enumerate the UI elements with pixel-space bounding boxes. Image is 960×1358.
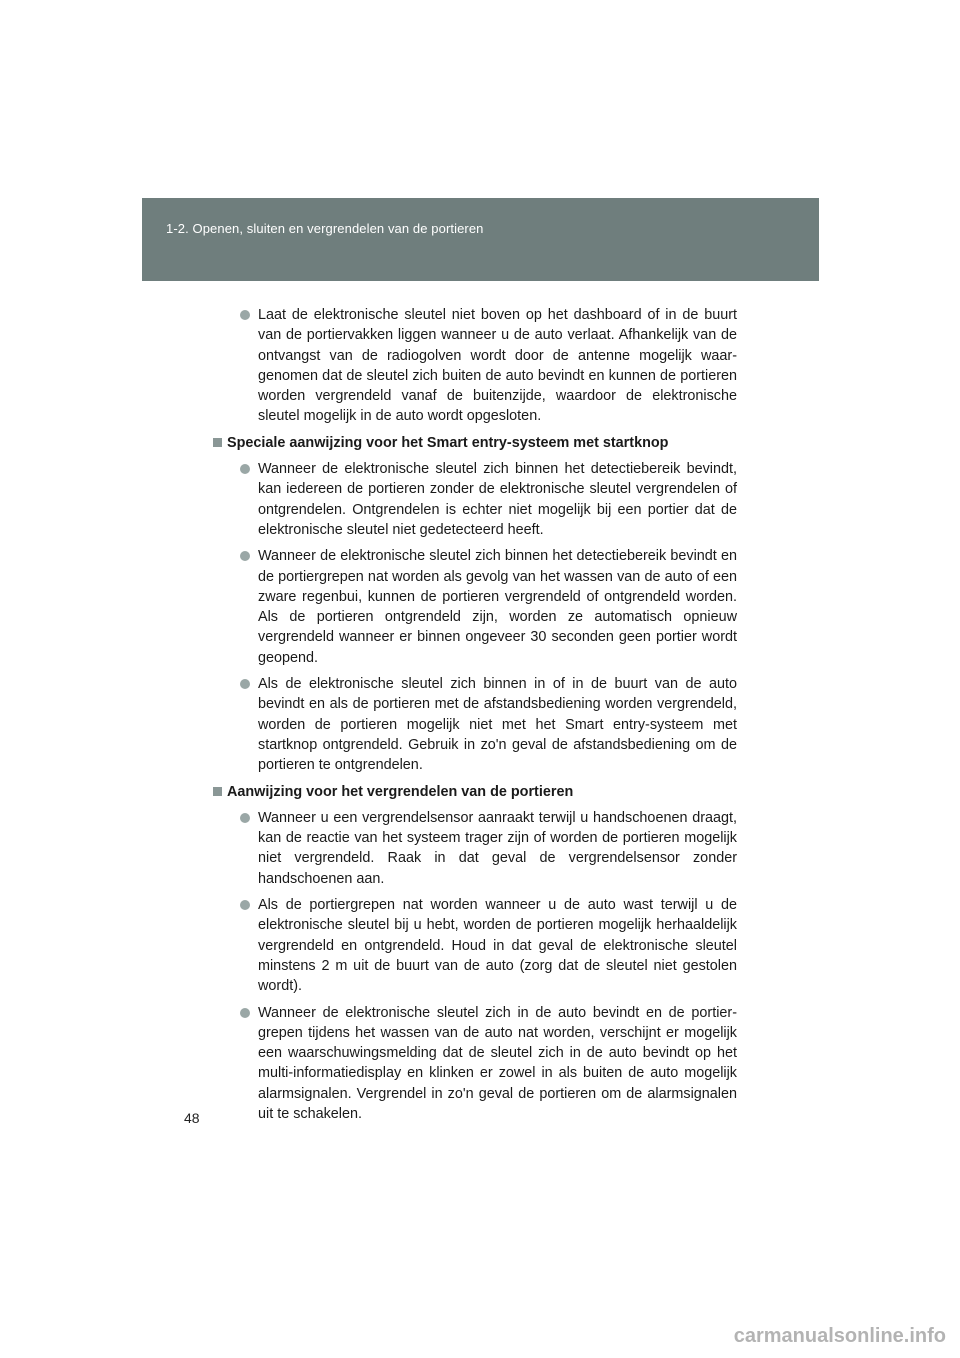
page-content (212, 305, 737, 1130)
bullet-dot-icon (240, 900, 250, 910)
bullet-item (227, 895, 737, 996)
bullet-text: Laat de elektronische sleutel niet boven op het dashboard of in de buurt van de portiervakken liggen wanneer u de auto verlaat. Afhankelijk van de ontvangst van de radiogolven wordt door de antenne mogelijk waargenomen dat de sleutel zich buiten de auto bevindt en kunnen de portieren worden vergrendeld vanaf de buitenzijde, waardoor de elektronische sleutel mogelijk in de auto wordt opgesloten. (258, 307, 737, 425)
page-number: 48 (184, 1110, 200, 1126)
bullet-dot-icon (240, 310, 250, 320)
bullet-dot-icon (240, 1008, 250, 1018)
bullet-text: Wanneer u een vergrendelsensor aanraakt terwijl u handschoenen draagt, kan de reactie van het systeem trager zijn of worden de portieren mogelijk niet vergrendeld. Raak in dat geval de vergrendelsensor zonder handschoenen aan. (258, 809, 737, 887)
bullet-text: Wanneer de elektronische sleutel zich binnen het detectiebereik bevindt, kan iedereen de portieren zonder de elektronische sleutel vergrendelen of ontgrendelen. Ontgrendelen is echter niet mogelijk bij een portier dat de elektronische sleutel niet gedetecteerd heeft. (258, 461, 737, 538)
bullet-dot-icon (240, 813, 250, 823)
bullet-item (227, 1003, 737, 1125)
bullet-text: Als de portiergrepen nat worden wanneer u de auto wast terwijl u de elektronische sleutel bij u hebt, worden de portieren mogelijk herhaaldelijk vergrendeld en ontgrendeld. Houd in dat geval de elektronische sleutel minstens 2 m uit de buurt van de auto (zorg dat de sleutel niet gestolen wordt). (258, 897, 737, 995)
bullet-text: Als de elektronische sleutel zich binnen in of in de buurt van de auto bevindt en als de portieren met de afstandsbediening worden vergrendeld, worden de portieren mogelijk niet met het Smart entry-systeem met startknop ontgrendeld. Gebruik in zo'n geval de afstandsbediening om de portieren te ontgrendelen. (258, 676, 737, 774)
section-header-band (142, 198, 819, 281)
bullet-dot-icon (240, 679, 250, 689)
bullet-text: Wanneer de elektronische sleutel zich binnen het detectiebereik bevindt en de portiergrepen nat worden als gevolg van het wassen van de auto of een zware regenbui, kunnen de portieren vergrendeld of ontgrendeld worden. Als de portieren ontgrendeld zijn, worden ze automatisch opnieuw vergrendeld wanneer er binnen ongeveer 30 seconden geen portier wordt geopend. (258, 548, 737, 666)
bullet-item (227, 459, 737, 540)
bullet-item (227, 546, 737, 668)
square-bullet-icon (213, 787, 222, 796)
square-bullet-icon (213, 438, 222, 447)
bullet-item (227, 674, 737, 775)
bullet-dot-icon (240, 551, 250, 561)
bullet-item (227, 305, 737, 427)
watermark-logo: carmanualsonline.info (733, 1325, 946, 1347)
section-heading-text: Aanwijzing voor het vergrendelen van de portieren (227, 783, 574, 800)
bullet-dot-icon (240, 464, 250, 474)
bullet-text: Wanneer de elektronische sleutel zich in de auto bevindt en de portiergrepen tijdens het wassen van de auto nat worden, verschijnt er mogelijk een waarschuwingsmelding dat de sleutel zich in de auto bevindt op het multi-informatiedisplay en klinken er zowel in als buiten de auto mogelijk alarmsignalen. Vergrendel in zo'n geval de portieren om de alarmsignalen uit te schakelen. (258, 1004, 737, 1122)
bullet-item (227, 808, 737, 889)
section-heading (212, 433, 737, 453)
section-title: 1-2. Openen, sluiten en vergrendelen van de portieren (166, 221, 484, 236)
section-heading-text: Speciale aanwijzing voor het Smart entry-systeem met startknop (227, 434, 669, 451)
section-heading (212, 782, 737, 802)
